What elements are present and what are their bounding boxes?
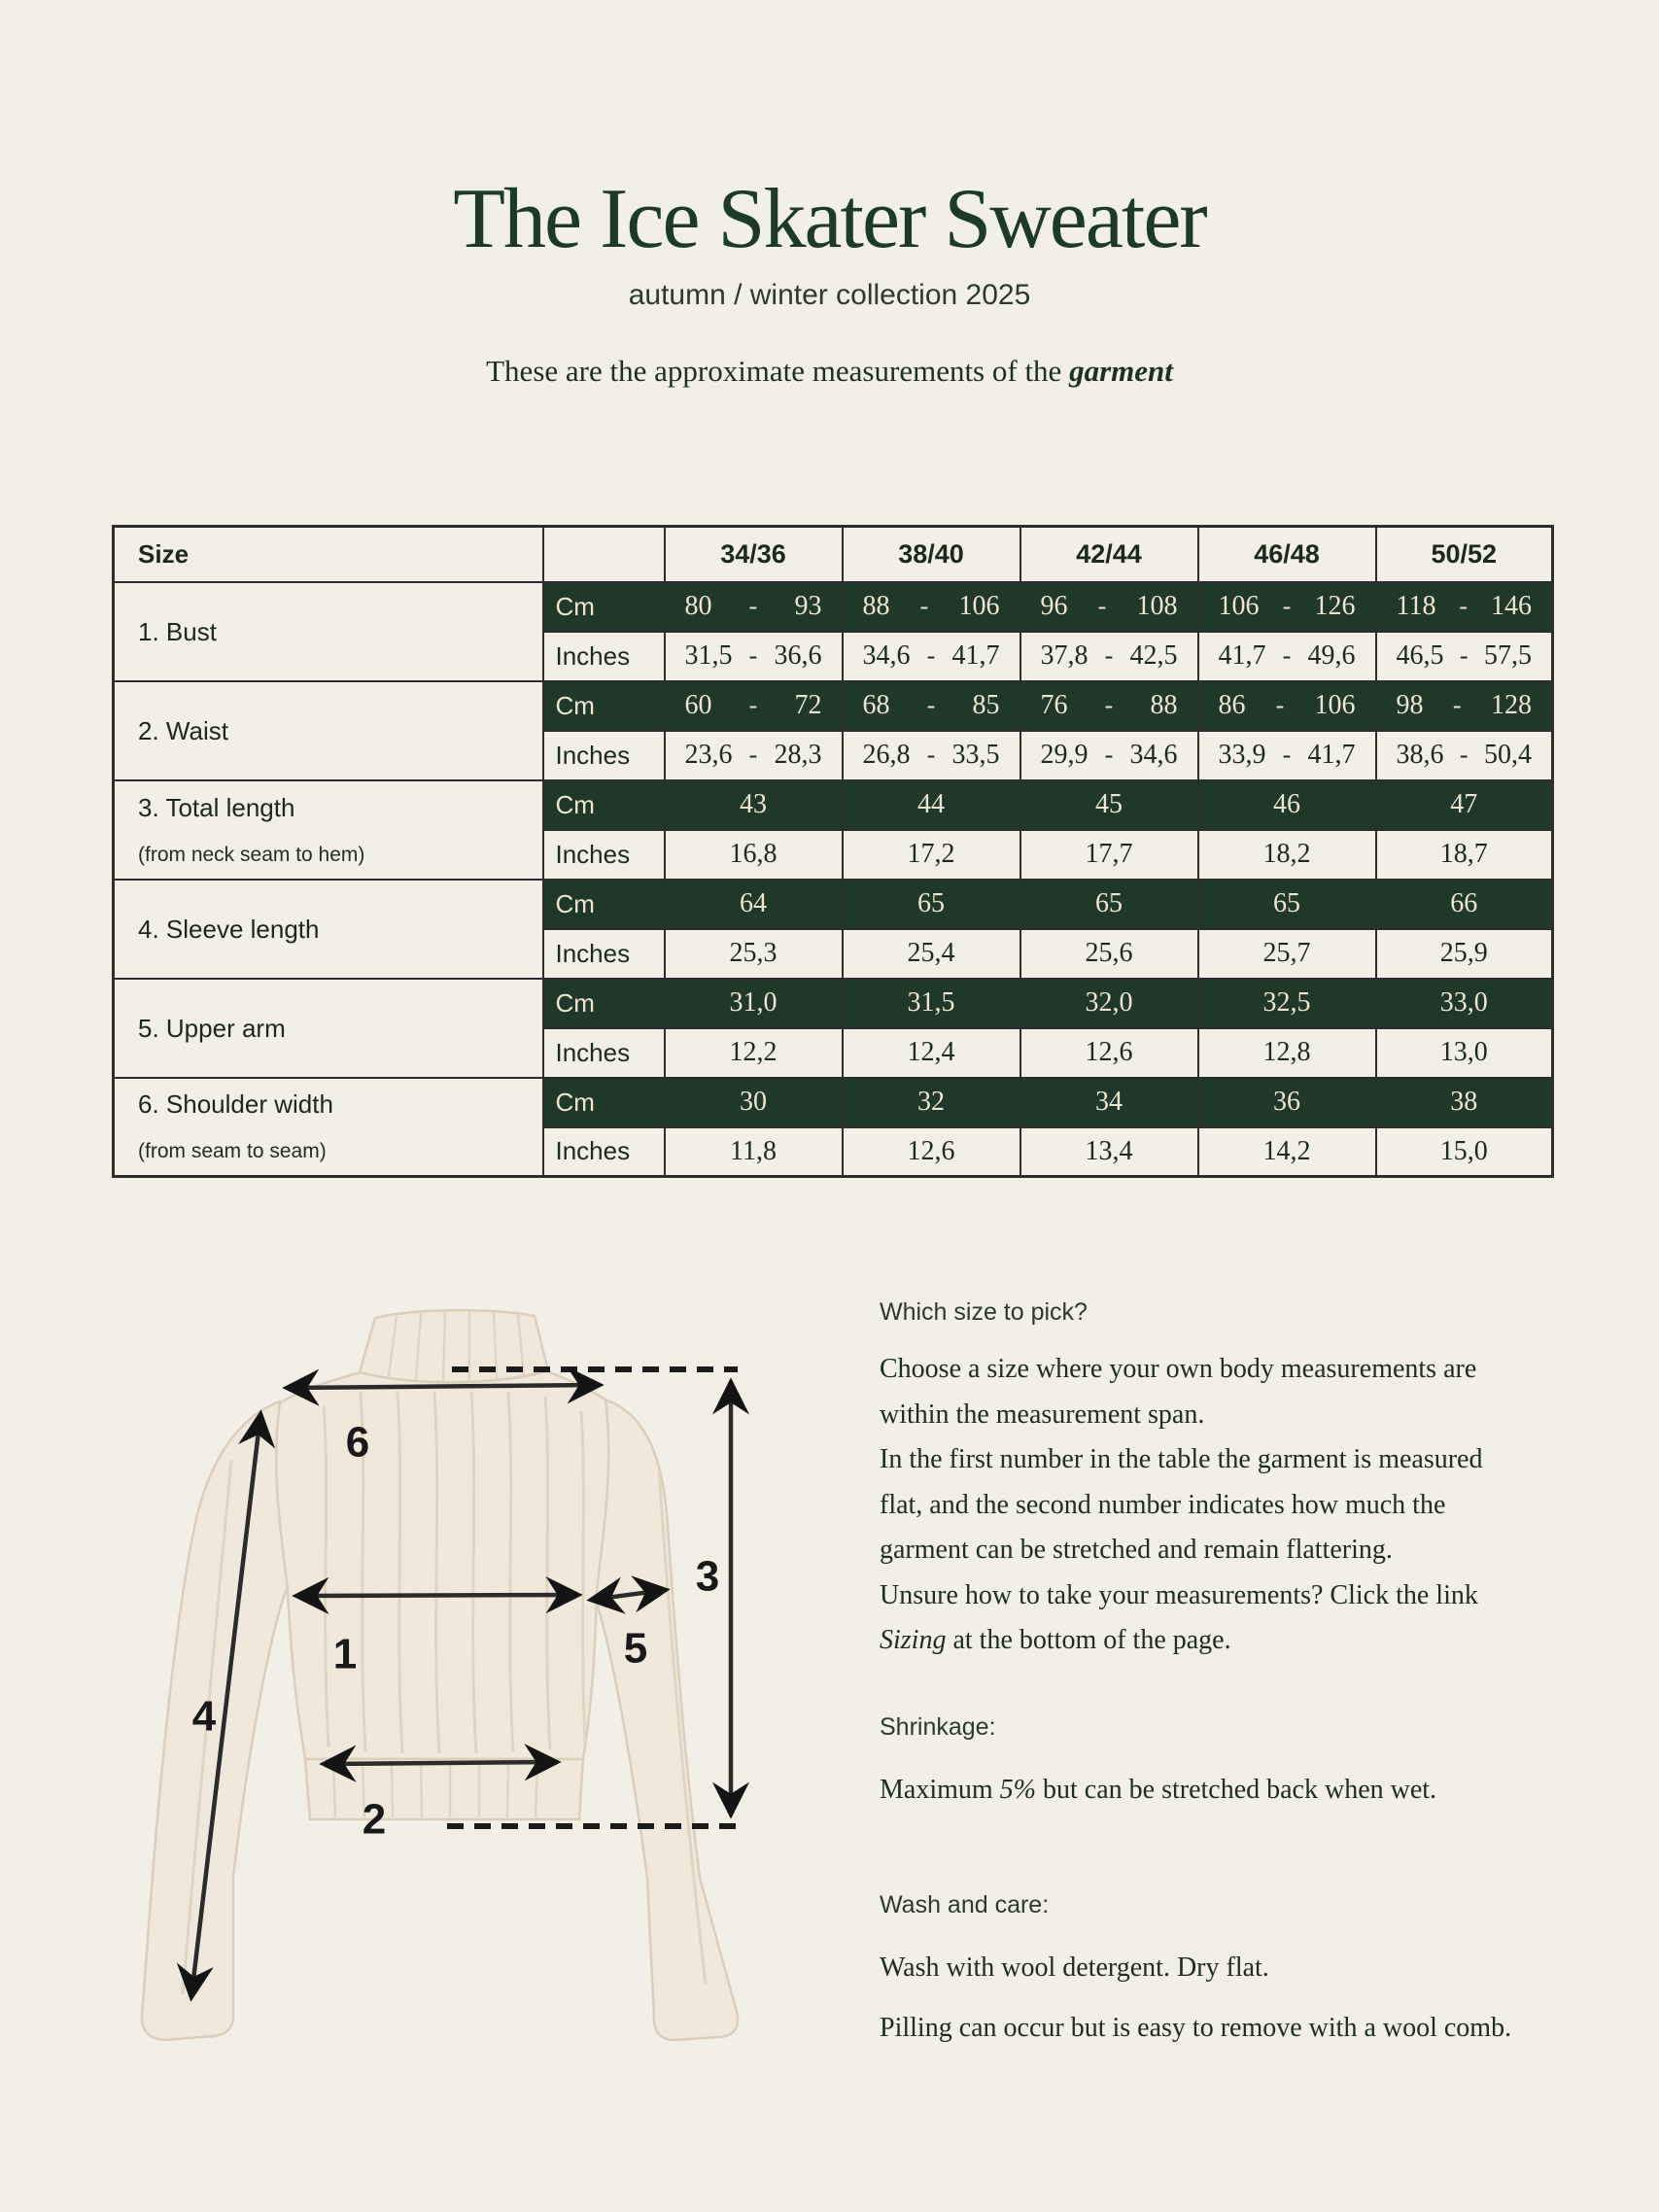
unit-corner-header bbox=[543, 527, 665, 582]
table-row bbox=[114, 880, 1553, 929]
cell-sleeve-in-4: 25,9 bbox=[1376, 929, 1553, 979]
unit-cell-cm: Cm bbox=[543, 880, 665, 929]
cell-shoulder-in-2: 13,4 bbox=[1020, 1127, 1198, 1177]
row-label-cell-total-length bbox=[114, 780, 543, 880]
sizing-link-reference: Sizing bbox=[880, 1625, 947, 1655]
shrinkage-text: Maximum 5% but can be stretched back when wet. bbox=[880, 1774, 1437, 1805]
cell-shoulder-cm-2: 34 bbox=[1020, 1078, 1198, 1127]
row-note: (from neck seam to hem) bbox=[138, 843, 365, 866]
cell-length-in-1: 17,2 bbox=[843, 830, 1020, 880]
cell-arm-in-3: 12,8 bbox=[1198, 1028, 1376, 1078]
cell-sleeve-cm-1: 65 bbox=[843, 880, 1020, 929]
cell-length-cm-1: 44 bbox=[843, 780, 1020, 830]
size-header-42-44: 42/44 bbox=[1020, 527, 1198, 582]
unit-cell-inches: Inches bbox=[543, 929, 665, 979]
text-line: garment can be stretched and remain flattering. bbox=[880, 1535, 1393, 1565]
unit-cell-inches: Inches bbox=[543, 632, 665, 681]
sweater-hem-band bbox=[305, 1759, 583, 1819]
cell-waist-in-3: 33,9 - 41,7 bbox=[1198, 731, 1376, 780]
cell-length-in-3: 18,2 bbox=[1198, 830, 1376, 880]
diagram-label-shoulder: 6 bbox=[345, 1418, 370, 1467]
cell-sleeve-in-0: 25,3 bbox=[665, 929, 843, 979]
cell-arm-cm-4: 33,0 bbox=[1376, 979, 1553, 1028]
sweater-measurement-diagram bbox=[115, 1295, 768, 2053]
page-title: The Ice Skater Sweater bbox=[453, 172, 1206, 266]
tagline-emphasis: garment bbox=[1069, 354, 1173, 388]
text-line: Pilling can occur but is easy to remove with a wool comb. bbox=[880, 2012, 1512, 2043]
row-label: 5. Upper arm bbox=[138, 1013, 286, 1043]
cell-sleeve-in-2: 25,6 bbox=[1020, 929, 1198, 979]
cell-bust-cm-1: 88 - 106 bbox=[843, 582, 1020, 632]
cell-arm-in-2: 12,6 bbox=[1020, 1028, 1198, 1078]
cell-shoulder-cm-1: 32 bbox=[843, 1078, 1020, 1127]
unit-cell-cm: Cm bbox=[543, 582, 665, 632]
cell-arm-in-1: 12,4 bbox=[843, 1028, 1020, 1078]
table-header-row bbox=[114, 527, 1553, 582]
unit-cell-inches: Inches bbox=[543, 830, 665, 880]
cell-sleeve-cm-2: 65 bbox=[1020, 880, 1198, 929]
cell-waist-cm-2: 76 - 88 bbox=[1020, 681, 1198, 731]
diagram-label-length: 3 bbox=[695, 1552, 720, 1601]
tagline bbox=[0, 354, 1659, 389]
diagram-label-bust: 1 bbox=[332, 1630, 358, 1678]
text-line: Sizing at the bottom of the page. bbox=[880, 1625, 1231, 1655]
cell-length-in-2: 17,7 bbox=[1020, 830, 1198, 880]
cell-length-cm-2: 45 bbox=[1020, 780, 1198, 830]
table-row bbox=[114, 1078, 1553, 1127]
page-subtitle: autumn / winter collection 2025 bbox=[628, 279, 1031, 311]
size-header-50-52: 50/52 bbox=[1376, 527, 1553, 582]
diagram-label-upper-arm: 5 bbox=[623, 1624, 648, 1673]
text-line: Wash with wool detergent. Dry flat. bbox=[880, 1952, 1269, 1983]
table-row bbox=[114, 681, 1553, 731]
shoulder-width-arrow bbox=[288, 1385, 599, 1388]
tagline-text: These are the approximate measurements of the bbox=[486, 354, 1070, 388]
cell-sleeve-cm-0: 64 bbox=[665, 880, 843, 929]
wash-care-heading: Wash and care: bbox=[880, 1890, 1050, 1918]
unit-cell-cm: Cm bbox=[543, 780, 665, 830]
row-label: 6. Shoulder width bbox=[138, 1089, 333, 1120]
row-label-cell-bust bbox=[114, 582, 543, 681]
sweater-right-sleeve bbox=[591, 1400, 738, 2040]
cell-waist-cm-1: 68 - 85 bbox=[843, 681, 1020, 731]
unit-cell-inches: Inches bbox=[543, 1127, 665, 1177]
row-label: 1. Bust bbox=[138, 616, 217, 646]
cell-length-cm-3: 46 bbox=[1198, 780, 1376, 830]
cell-arm-cm-0: 31,0 bbox=[665, 979, 843, 1028]
cell-waist-cm-0: 60 - 72 bbox=[665, 681, 843, 731]
row-label: 4. Sleeve length bbox=[138, 914, 320, 944]
cell-waist-in-4: 38,6 - 50,4 bbox=[1376, 731, 1553, 780]
unit-cell-inches: Inches bbox=[543, 731, 665, 780]
cell-bust-cm-3: 106 - 126 bbox=[1198, 582, 1376, 632]
unit-cell-cm: Cm bbox=[543, 979, 665, 1028]
cell-bust-cm-4: 118 - 146 bbox=[1376, 582, 1553, 632]
text-line: In the first number in the table the garment is measured bbox=[880, 1444, 1483, 1474]
size-pick-text bbox=[880, 1347, 1633, 1664]
size-header-34-36: 34/36 bbox=[665, 527, 843, 582]
shrinkage-heading: Shrinkage: bbox=[880, 1712, 996, 1741]
cell-shoulder-cm-4: 38 bbox=[1376, 1078, 1553, 1127]
size-header-38-40: 38/40 bbox=[843, 527, 1020, 582]
cell-sleeve-cm-4: 66 bbox=[1376, 880, 1553, 929]
wash-care-text bbox=[880, 1938, 1633, 2058]
row-note: (from seam to seam) bbox=[138, 1140, 327, 1163]
cell-bust-in-3: 41,7 - 49,6 bbox=[1198, 632, 1376, 681]
cell-arm-in-4: 13,0 bbox=[1376, 1028, 1553, 1078]
cell-bust-in-1: 34,6 - 41,7 bbox=[843, 632, 1020, 681]
cell-length-cm-0: 43 bbox=[665, 780, 843, 830]
row-label-cell-shoulder-width bbox=[114, 1078, 543, 1177]
cell-shoulder-in-1: 12,6 bbox=[843, 1127, 1020, 1177]
size-pick-heading: Which size to pick? bbox=[880, 1298, 1088, 1326]
cell-bust-in-4: 46,5 - 57,5 bbox=[1376, 632, 1553, 681]
text-line: flat, and the second number indicates how much the bbox=[880, 1489, 1446, 1520]
cell-bust-in-2: 37,8 - 42,5 bbox=[1020, 632, 1198, 681]
cell-bust-in-0: 31,5 - 36,6 bbox=[665, 632, 843, 681]
cell-length-cm-4: 47 bbox=[1376, 780, 1553, 830]
cell-waist-cm-3: 86 - 106 bbox=[1198, 681, 1376, 731]
waist-arrow bbox=[325, 1762, 556, 1764]
cell-sleeve-in-3: 25,7 bbox=[1198, 929, 1376, 979]
cell-bust-cm-0: 80 - 93 bbox=[665, 582, 843, 632]
sweater-illustration bbox=[115, 1295, 768, 2053]
bust-arrow bbox=[297, 1595, 577, 1596]
page-header bbox=[0, 173, 1659, 313]
cell-length-in-0: 16,8 bbox=[665, 830, 843, 880]
cell-waist-in-0: 23,6 - 28,3 bbox=[665, 731, 843, 780]
size-header-46-48: 46/48 bbox=[1198, 527, 1376, 582]
cell-bust-cm-2: 96 - 108 bbox=[1020, 582, 1198, 632]
size-table bbox=[112, 525, 1554, 1178]
table-row bbox=[114, 979, 1553, 1028]
table-row bbox=[114, 780, 1553, 830]
cell-arm-cm-3: 32,5 bbox=[1198, 979, 1376, 1028]
unit-cell-cm: Cm bbox=[543, 1078, 665, 1127]
table-row bbox=[114, 582, 1553, 632]
size-corner-header: Size bbox=[114, 527, 543, 582]
diagram-label-waist: 2 bbox=[362, 1795, 387, 1844]
text-line: Unsure how to take your measurements? Click the link bbox=[880, 1579, 1478, 1610]
row-label-cell-upper-arm bbox=[114, 979, 543, 1078]
cell-shoulder-cm-0: 30 bbox=[665, 1078, 843, 1127]
info-column bbox=[880, 1296, 1633, 2058]
unit-cell-inches: Inches bbox=[543, 1028, 665, 1078]
cell-waist-in-2: 29,9 - 34,6 bbox=[1020, 731, 1198, 780]
cell-shoulder-in-3: 14,2 bbox=[1198, 1127, 1376, 1177]
cell-sleeve-in-1: 25,4 bbox=[843, 929, 1020, 979]
cell-sleeve-cm-3: 65 bbox=[1198, 880, 1376, 929]
text-line: Choose a size where your own body measurements are bbox=[880, 1354, 1477, 1384]
cell-arm-in-0: 12,2 bbox=[665, 1028, 843, 1078]
cell-shoulder-in-4: 15,0 bbox=[1376, 1127, 1553, 1177]
shrinkage-percent: 5% bbox=[999, 1774, 1036, 1805]
unit-cell-cm: Cm bbox=[543, 681, 665, 731]
cell-shoulder-in-0: 11,8 bbox=[665, 1127, 843, 1177]
row-label: 3. Total length bbox=[138, 792, 295, 822]
cell-shoulder-cm-3: 36 bbox=[1198, 1078, 1376, 1127]
cell-waist-cm-4: 98 - 128 bbox=[1376, 681, 1553, 731]
cell-length-in-4: 18,7 bbox=[1376, 830, 1553, 880]
diagram-label-sleeve: 4 bbox=[191, 1692, 217, 1741]
cell-arm-cm-1: 31,5 bbox=[843, 979, 1020, 1028]
row-label-cell-waist bbox=[114, 681, 543, 780]
text-line: within the measurement span. bbox=[880, 1399, 1205, 1430]
cell-waist-in-1: 26,8 - 33,5 bbox=[843, 731, 1020, 780]
cell-arm-cm-2: 32,0 bbox=[1020, 979, 1198, 1028]
row-label-cell-sleeve-length bbox=[114, 880, 543, 979]
row-label: 2. Waist bbox=[138, 715, 228, 745]
